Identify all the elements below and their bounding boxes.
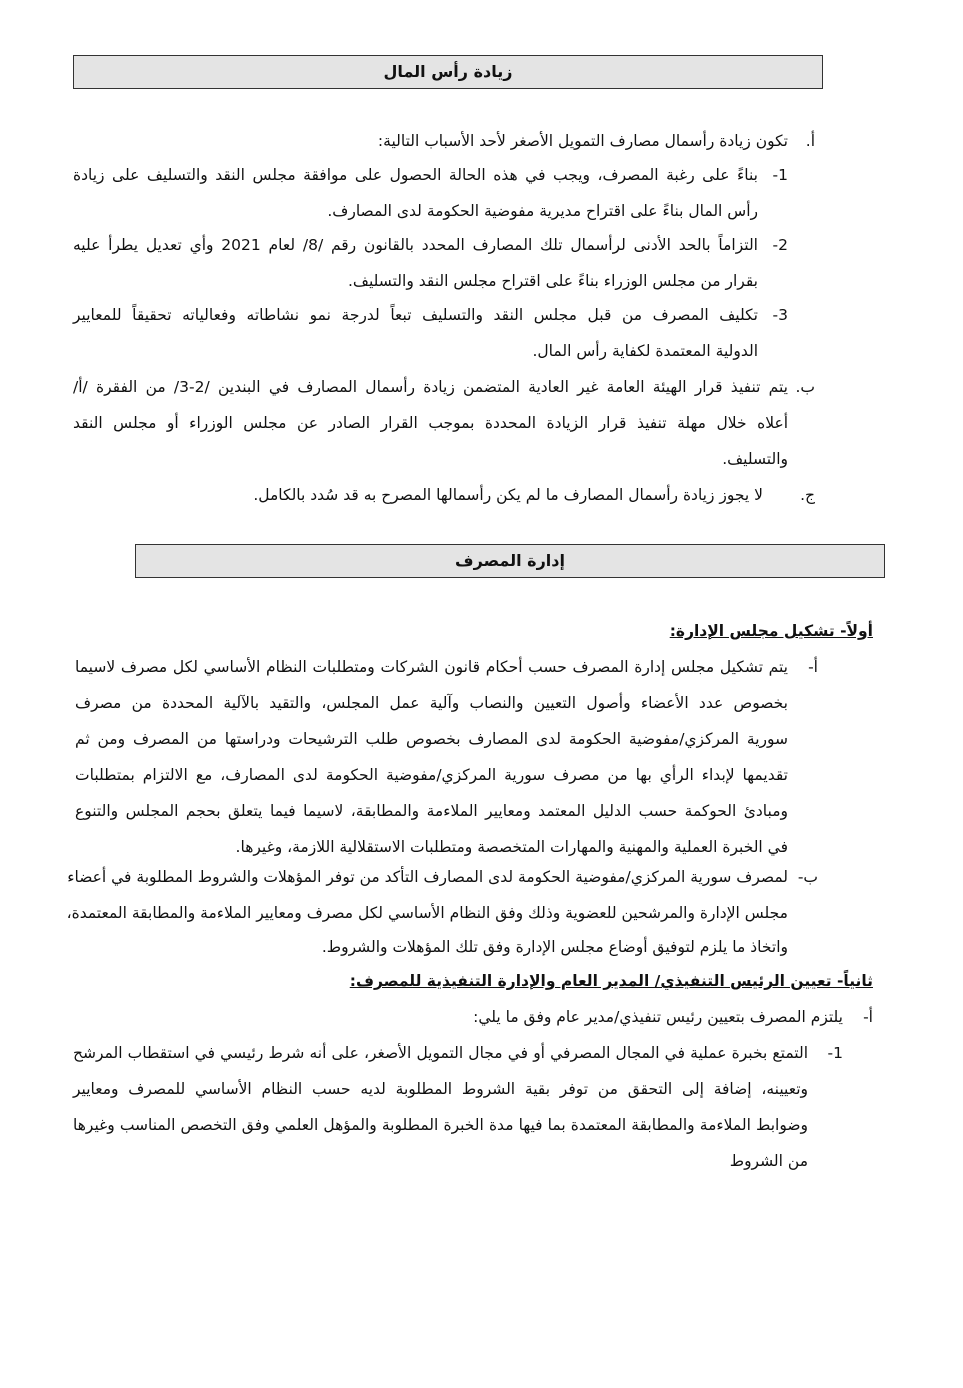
board-a-line-4: تقديمها لإبداء الرأي بها من مصرف سورية المركزي/مفوضية الحكومة لدى المصارف، مع الالتزام بمتطلبات <box>75 766 788 784</box>
board-a-line-3: سورية المركزي/مفوضية الحكومة لدى المصارف بخصوص طلب الترشيحات ودراستها من المصرف ومن ثم <box>75 730 788 748</box>
item-1-marker: 1- <box>772 166 788 184</box>
paragraph-b-marker: ب. <box>795 378 815 396</box>
board-a-line-6: في الخبرة العملية والمهنية والمهارات المتخصصة ومتطلبات الاستقلالية اللازمة، وغيرها. <box>235 838 788 856</box>
item-1-line-2: رأس المال بناءً على اقتراح مديرية مفوضية الحكومة لدى المصارف. <box>327 202 758 220</box>
board-b-line-3: واتخاذ ما يلزم لتوفيق أوضاع مجلس الإدارة وفق تلك المؤهلات والشروط. <box>321 938 788 956</box>
board-a-line-2: بخصوص عدد الأعضاء وأصول التعيين والنصاب وآلية عمل المجلس، والتقيد بالآلية المحددة من مصرف <box>75 694 788 712</box>
paragraph-b-line-2: أعلاه خلال مهلة تنفيذ قرار الزيادة المحددة بموجب القرار الصادر عن مجلس الوزراء أو مجلس النقد <box>73 414 788 432</box>
heading-board-formation: أولاً- تشكيل مجلس الإدارة: <box>669 622 873 640</box>
intro-text: تكون زيادة رأسمال مصارف التمويل الأصغر لأحد الأسباب التالية: <box>377 132 788 150</box>
intro-marker: أ. <box>805 132 815 150</box>
section-header-bank-management: إدارة المصرف <box>135 544 885 578</box>
paragraph-b-line-3: والتسليف. <box>722 450 788 468</box>
board-b-line-2: مجلس الإدارة والمرشحين للعضوية وذلك وفق النظام الأساسي لكل مصرف ومعايير الملاءمة والمطابقة المعتمدة، <box>66 904 788 922</box>
ceo-item-1-line-1: التمتع بخبرة عملية في المجال المصرفي أو في مجال التمويل الأصغر، على أنه شرط رئيسي في استقطاب المرشح <box>73 1044 808 1062</box>
item-2-marker: 2- <box>772 236 788 254</box>
board-b-marker: ب- <box>797 868 818 886</box>
ceo-a-text: يلتزم المصرف بتعيين رئيس تنفيذي/مدير عام وفق ما يلي: <box>473 1008 843 1026</box>
item-2-line-2: بقرار من مجلس الوزراء بناءً على اقتراح مجلس النقد والتسليف. <box>348 272 758 290</box>
section-header-capital-increase: زيادة رأس المال <box>73 55 823 89</box>
item-2-line-1: التزاماً بالحد الأدنى لرأسمال تلك المصارف المحدد بالقانون رقم /8/ لعام 2021 وأي تعديل يطرأ عليه <box>73 236 758 254</box>
heading-ceo-appointment: ثانياً- تعيين الرئيس التنفيذي/ المدير العام والإدارة التنفيذية للمصرف: <box>349 972 873 990</box>
item-3-marker: 3- <box>772 306 788 324</box>
board-a-marker: أ- <box>808 658 818 676</box>
paragraph-c-marker: ج. <box>800 486 815 504</box>
paragraph-b-line-1: يتم تنفيذ قرار الهيئة العامة غير العادية المتضمن زيادة رأسمال المصارف في البندين /2-3/ من الفقرة /أ/ <box>73 378 788 396</box>
item-1-line-1: بناءً على رغبة المصرف، ويجب في هذه الحالة الحصول على موافقة مجلس النقد والتسليف على زيادة <box>73 166 758 184</box>
ceo-item-1-line-2: وتعيينه، إضافة إلى التحقق من توفر بقية الشروط المطلوبة لديه حسب النظام الأساسي للمصرف ومعايير <box>73 1080 808 1098</box>
ceo-item-1-marker: 1- <box>827 1044 843 1062</box>
ceo-a-marker: أ- <box>863 1008 873 1026</box>
board-a-line-1: يتم تشكيل مجلس إدارة المصرف حسب أحكام قانون الشركات ومتطلبات النظام الأساسي لكل مصرف لاسيما <box>75 658 788 676</box>
paragraph-c-text: لا يجوز زيادة رأسمال المصارف ما لم يكن رأسمالها المصرح به قد سُدد بالكامل. <box>253 486 763 504</box>
item-3-line-2: الدولية المعتمدة لكفاية رأس المال. <box>532 342 758 360</box>
item-3-line-1: تكليف المصرف من قبل مجلس النقد والتسليف تبعاً لدرجة نمو نشاطاته وفعالياته تحقيقاً للمعايير <box>73 306 758 324</box>
board-a-line-5: ومبادئ الحوكمة حسب الدليل المعتمد ومعايير الملاءمة والمطابقة، لاسيما فيما يتعلق بحجم المجلس والتنوع <box>75 802 788 820</box>
ceo-item-1-line-3: وضوابط الملاءمة والمطابقة المعتمدة بما فيها مدة الخبرة المطلوبة والمؤهل العلمي وفق التخصص المناسب وغيرها <box>73 1116 808 1134</box>
ceo-item-1-line-4: من الشروط <box>729 1152 808 1170</box>
board-b-line-1: لمصرف سورية المركزي/مفوضية الحكومة لدى المصارف التأكد من توفر المؤهلات والشروط المطلوبة في أعضاء <box>67 868 788 886</box>
